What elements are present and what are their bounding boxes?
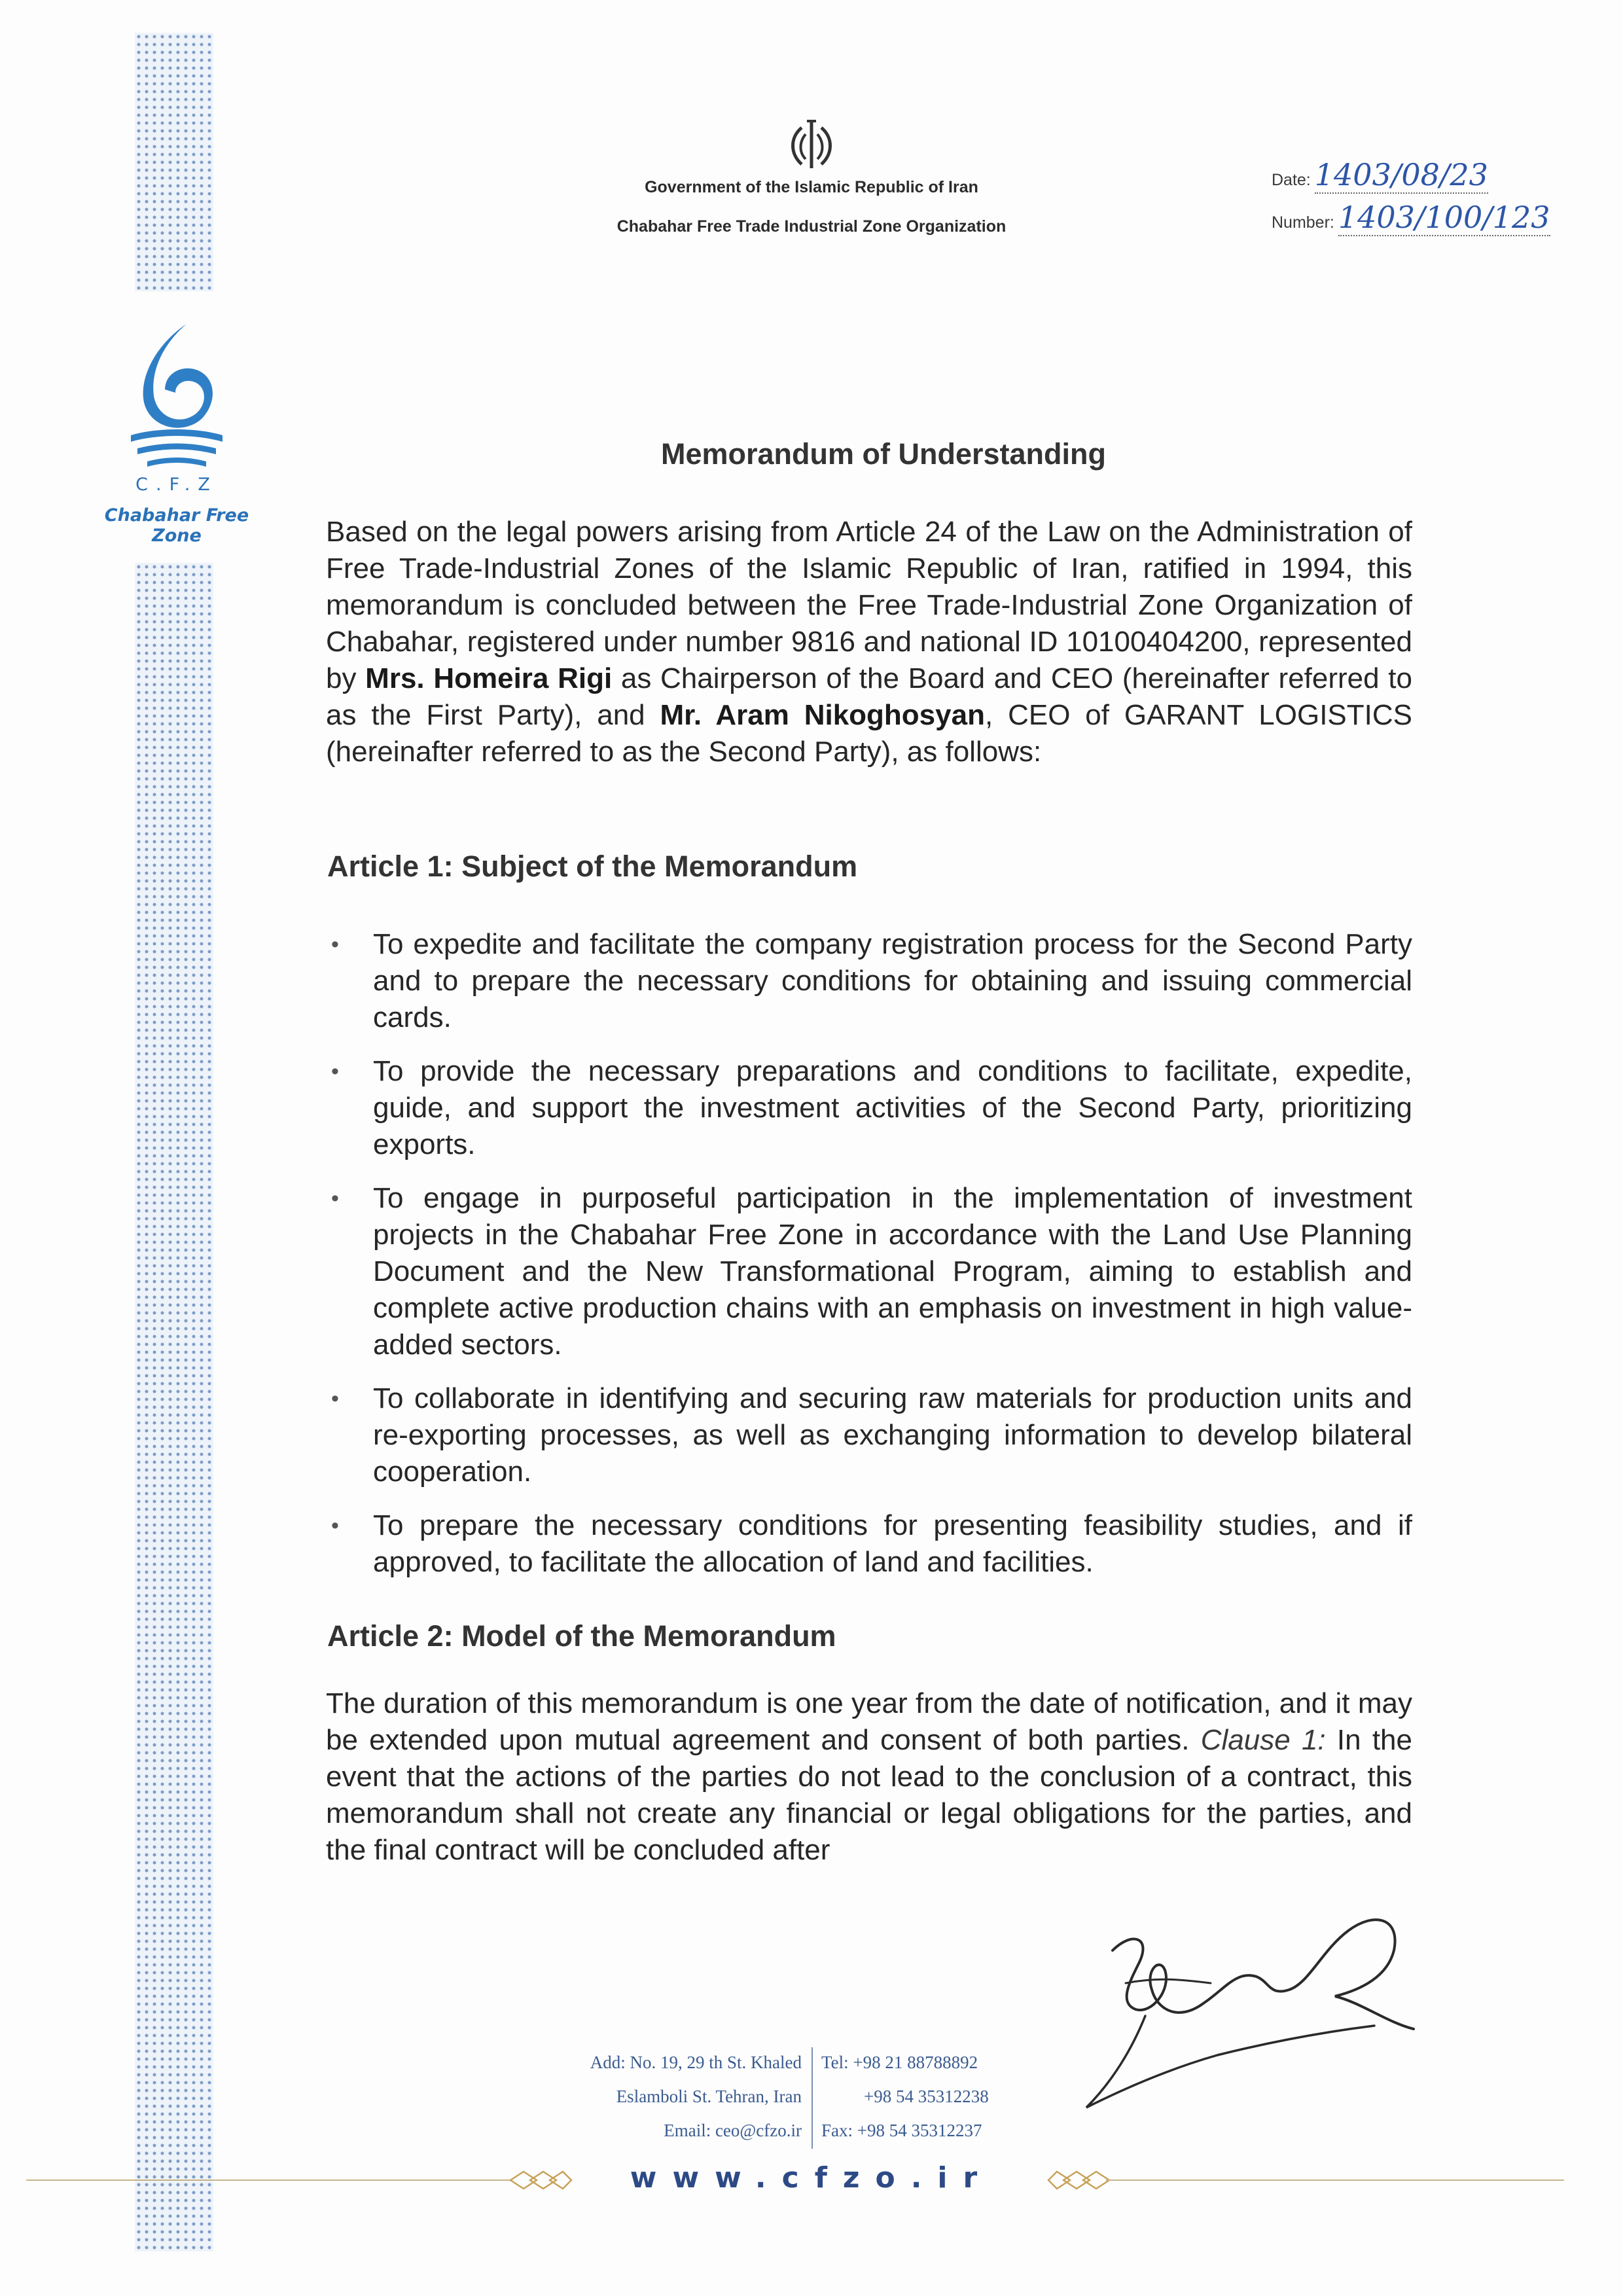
date-field	[1272, 157, 1488, 192]
website-link[interactable]: www.cfzo.ir	[630, 2161, 993, 2195]
intro-text-3: , CEO of GARANT LOGISTICS (hereinafter referred to as the Second Party), as follows:	[326, 699, 1412, 768]
number-label: Number:	[1272, 213, 1334, 232]
bullet-icon: •	[331, 932, 339, 957]
list-item	[326, 1180, 1412, 1363]
article-1-heading: Article 1: Subject of the Memorandum	[327, 850, 858, 883]
footer-rule-left	[26, 2179, 510, 2181]
bullet-icon: •	[331, 1059, 339, 1084]
logo-abbreviation: C.F.Z	[135, 475, 218, 495]
intro-text-1: Based on the legal powers arising from Article 24 of the Law on the Administration of Free Trade-Industrial Zones of the Islamic Republic of Iran, ratified in 1994, this memorandum is concluded between the Free Trade-Industrial Zone Organization of Chabahar, registered under number 9816 and national ID 10100404200, represented by	[326, 516, 1412, 694]
tel-line-2: +98 54 35312238	[864, 2087, 989, 2106]
fax-line: Fax: +98 54 35312237	[821, 2121, 982, 2140]
list-item	[326, 1053, 1412, 1163]
address-line-1: Add: No. 19, 29 th St. Khaled	[590, 2053, 802, 2072]
bullet-icon: •	[331, 1513, 339, 1538]
number-value: 1403/100/123	[1338, 200, 1550, 235]
footer-address	[560, 2045, 802, 2147]
list-item	[326, 1380, 1412, 1490]
list-item-text: To provide the necessary preparations and conditions to facilitate, expedite, guide, and support the investment activities of the Second Party, prioritizing exports.	[373, 1055, 1412, 1160]
article-2-paragraph	[326, 1685, 1412, 1869]
ornament-icon	[507, 2168, 573, 2193]
list-item-text: To engage in purposeful participation in the implementation of investment projects in the Chabahar Free Zone in accordance with the Land Use Planning Document and the New Transformational Program, aiming to establish and complete active production chains with an emphasis on investment in high value-added sectors.	[373, 1182, 1412, 1361]
cfz-wave-logo-icon	[124, 317, 229, 475]
list-item-text: To prepare the necessary conditions for presenting feasibility studies, and if approved, to facilitate the allocation of land and facilities.	[373, 1509, 1412, 1578]
list-item	[326, 1507, 1412, 1581]
iran-emblem-icon	[782, 115, 841, 173]
document-title: Memorandum of Understanding	[660, 437, 1106, 471]
footer-phones	[821, 2045, 1096, 2147]
date-label: Date:	[1272, 171, 1311, 189]
article-2-heading: Article 2: Model of the Memorandum	[327, 1619, 836, 1653]
ornament-icon	[1047, 2168, 1113, 2193]
clause-label: Clause 1:	[1200, 1724, 1326, 1756]
decorative-border-top	[135, 33, 213, 291]
intro-text-2: as Chairperson of the Board and CEO (hereinafter referred to as the First Party), and	[326, 662, 1412, 731]
date-value: 1403/08/23	[1314, 157, 1488, 192]
footer-divider	[812, 2047, 813, 2149]
handwritten-signature-icon	[1073, 1892, 1440, 2166]
government-line: Government of the Islamic Republic of Iran	[645, 178, 978, 196]
clause-text: In the event that the actions of the parties do not lead to the conclusion of a contract, this memorandum shall not create any financial or legal obligations for the parties, and the final contract will be concluded after	[326, 1724, 1412, 1866]
intro-paragraph	[326, 514, 1412, 770]
logo-name: Chabahar Free Zone	[104, 505, 249, 546]
second-party-representative: Mr. Aram Nikoghosyan	[660, 699, 985, 731]
bullet-icon: •	[331, 1386, 339, 1411]
duration-text: The duration of this memorandum is one year from the date of notification, and it may be extended upon mutual agreement and consent of both parties.	[326, 1687, 1412, 1756]
number-field	[1272, 200, 1550, 235]
bullet-icon: •	[331, 1186, 339, 1211]
address-line-2: Eslamboli St. Tehran, Iran	[616, 2087, 802, 2106]
list-item-text: To expedite and facilitate the company registration process for the Second Party and to prepare the necessary conditions for obtaining and issuing commercial cards.	[373, 928, 1412, 1033]
article-1-list	[326, 926, 1412, 1598]
email-line: Email: ceo@cfzo.ir	[664, 2121, 802, 2140]
decorative-border-bottom	[135, 563, 213, 2251]
footer-rule-right	[1106, 2179, 1564, 2181]
organization-line: Chabahar Free Trade Industrial Zone Organization	[616, 217, 1007, 236]
first-party-representative: Mrs. Homeira Rigi	[365, 662, 613, 694]
list-item	[326, 926, 1412, 1036]
list-item-text: To collaborate in identifying and securing raw materials for production units and re-exporting processes, as well as exchanging information to develop bilateral cooperation.	[373, 1382, 1412, 1488]
tel-line-1: Tel: +98 21 88788892	[821, 2053, 978, 2072]
